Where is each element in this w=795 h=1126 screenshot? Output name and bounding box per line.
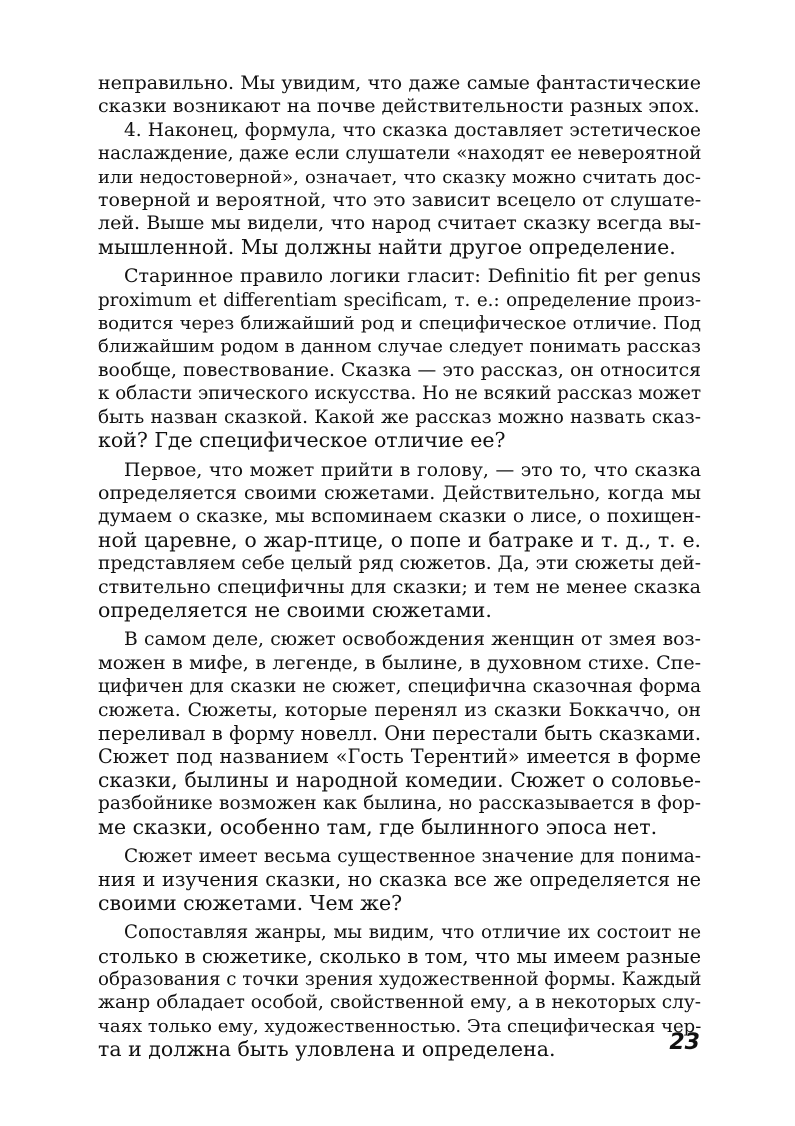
text-line: Сопоставляя жанры, мы видим, что отличие их состоит не [124, 922, 701, 944]
text-line: Сюжет имеет весьма существенное значение для понима- [124, 846, 701, 867]
page-number: 23 [669, 1030, 700, 1055]
text-line: своими сюжетами. Чем же? [98, 890, 403, 915]
text-line: кой? Где специфическое отличие ее? [98, 428, 506, 453]
text-line: лей. Выше мы видели, что народ считает сказку всегда вы- [98, 212, 701, 235]
text-line: ствительно специфичны для сказки; и тем не менее сказка [98, 575, 701, 598]
text-line: ной царевне, о жар-птице, о попе и батраке и т. д., т. е. [98, 527, 701, 552]
text-line: можен в мифе, в легенде, в былине, в духовном стихе. Спе- [98, 651, 701, 674]
text-line: столько в сюжетике, сколько в том, что мы имеем разные [98, 944, 701, 968]
paragraph-7 [98, 921, 701, 1061]
text-line: proximum et differentiam specificam, т. е.: определение произ- [98, 289, 701, 311]
text-line: быть назван сказкой. Какой же рассказ можно назвать сказ- [98, 406, 701, 428]
text-line: определяется не своими сюжетами. [98, 597, 492, 622]
text-line: В самом деле, сюжет освобождения женщин от змея воз- [124, 629, 701, 651]
text-line: Сюжет под названием «Гость Терентий» имеется в форме [98, 745, 701, 769]
text-line: та и должна быть уловлена и определена. [98, 1037, 556, 1062]
paragraph-1 [98, 72, 701, 119]
text-line: сюжета. Сюжеты, которые перенял из сказки Боккаччо, он [98, 699, 701, 721]
text-line: к области эпического искусства. Но не всякий рассказ может [98, 383, 702, 405]
text-line: наслаждение, даже если слушатели «находят ее невероятной [98, 143, 702, 165]
text-line: ния и изучения сказки, но сказка все же определяется не [98, 868, 701, 892]
text-line: Старинное правило логики гласит: Definitio fit per genus [124, 265, 701, 288]
text-line: переливал в форму новелл. Они перестали быть сказками. [98, 721, 701, 745]
text-line: товерной и вероятной, что это зависит всецело от слушате- [98, 189, 702, 212]
text-line: представляем себе целый ряд сюжетов. Да, эти сюжеты дей- [98, 553, 701, 575]
text-line: 4. Наконец, формула, что сказка доставляет эстетическое [124, 119, 701, 141]
text-line: ближайшим родом в данном случае следует понимать рассказ [98, 336, 701, 358]
text-line: мышленной. Мы должны найти другое определение. [98, 234, 676, 259]
text-line: Первое, что может прийти в голову, — это то, что сказка [124, 459, 701, 481]
text-line: или недостоверной», означает, что сказку можно считать дос- [98, 166, 701, 188]
text-line: определяется своими сюжетами. Действительно, когда мы [98, 481, 701, 504]
text-line: думаем о сказке, мы вспоминаем сказки о лисе, о похищен- [98, 506, 701, 528]
text-line: водится через ближайший род и специфическое отличие. Под [98, 313, 701, 335]
text-line: сказки, былины и народной комедии. Сюжет о соловье- [98, 767, 701, 792]
paragraph-4 [98, 459, 701, 623]
text-line: вообще, повествование. Сказка — это рассказ, он относится [98, 359, 701, 381]
text-line: цифичен для сказки не сюжет, специфична сказочная форма [98, 676, 701, 698]
text-line: жанр обладает особой, свойственной ему, а в некоторых слу- [98, 992, 701, 1014]
paragraph-3 [98, 265, 701, 452]
page-body [98, 72, 701, 1062]
text-line: разбойнике возможен как былина, но рассказывается в фор- [98, 793, 701, 815]
paragraph-5 [98, 628, 701, 839]
text-line: ме сказки, особенно там, где былинного эпоса нет. [98, 814, 658, 839]
paragraph-6 [98, 845, 701, 915]
text-line: образования с точки зрения художественной формы. Каждый [98, 969, 702, 991]
text-line: чаях только ему, художественностью. Эта специфическая чер- [98, 1015, 702, 1037]
text-line: сказки возникают на почве действительности разных эпох. [98, 95, 700, 118]
paragraph-2 [98, 119, 701, 259]
text-line: неправильно. Мы увидим, что даже самые фантастические [98, 72, 701, 94]
